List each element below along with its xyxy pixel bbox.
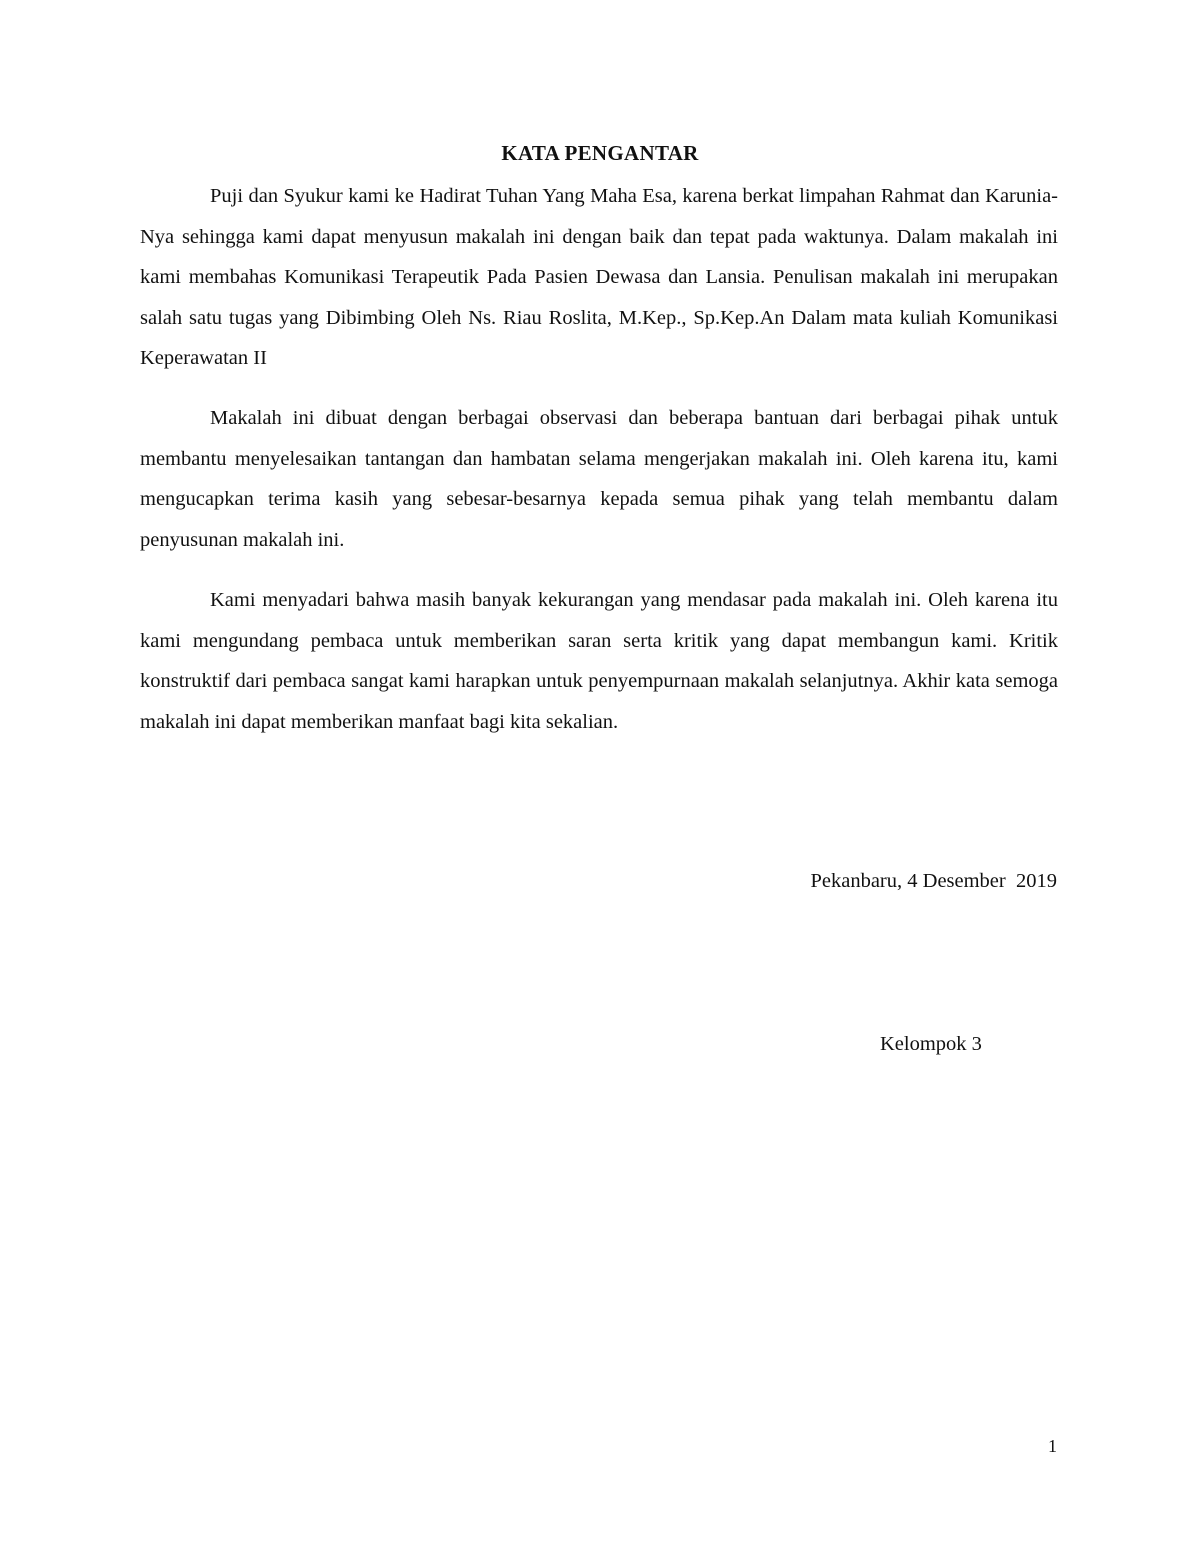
page-number: 1 — [1048, 1436, 1057, 1456]
paragraph-2: Makalah ini dibuat dengan berbagai observasi dan beberapa bantuan dari berbagai pihak untuk membantu menyelesaikan tantangan dan hambatan selama mengerjakan makalah ini. Oleh karena itu, kami mengucapkan terima kasih yang sebesar-besarnya kepada semua pihak yang telah membantu dalam penyusunan makalah ini. — [140, 407, 1058, 551]
paragraph-1: Puji dan Syukur kami ke Hadirat Tuhan Yang Maha Esa, karena berkat limpahan Rahmat dan Karunia-Nya sehingga kami dapat menyusun makalah ini dengan baik dan tepat pada waktunya. Dalam makalah ini kami membahas Komunikasi Terapeutik Pada Pasien Dewasa dan Lansia. Penulisan makalah ini merupakan salah satu tugas yang Dibimbing Oleh Ns. Riau Roslita, M.Kep., Sp.Kep.An Dalam mata kuliah Komunikasi Keperawatan II — [140, 185, 1058, 370]
paragraph-3: Kami menyadari bahwa masih banyak kekurangan yang mendasar pada makalah ini. Oleh karena itu kami mengundang pembaca untuk memberikan saran serta kritik yang dapat membangun kami. Kritik konstruktif dari pembaca sangat kami harapkan untuk penyempurnaan makalah selanjutnya. Akhir kata semoga makalah ini dapat memberikan manfaat bagi kita sekalian. — [140, 589, 1058, 733]
signature-group: Kelompok 3 — [880, 1033, 982, 1055]
page-title: KATA PENGANTAR — [501, 141, 699, 165]
place-date: Pekanbaru, 4 Desember 2019 — [810, 870, 1057, 892]
